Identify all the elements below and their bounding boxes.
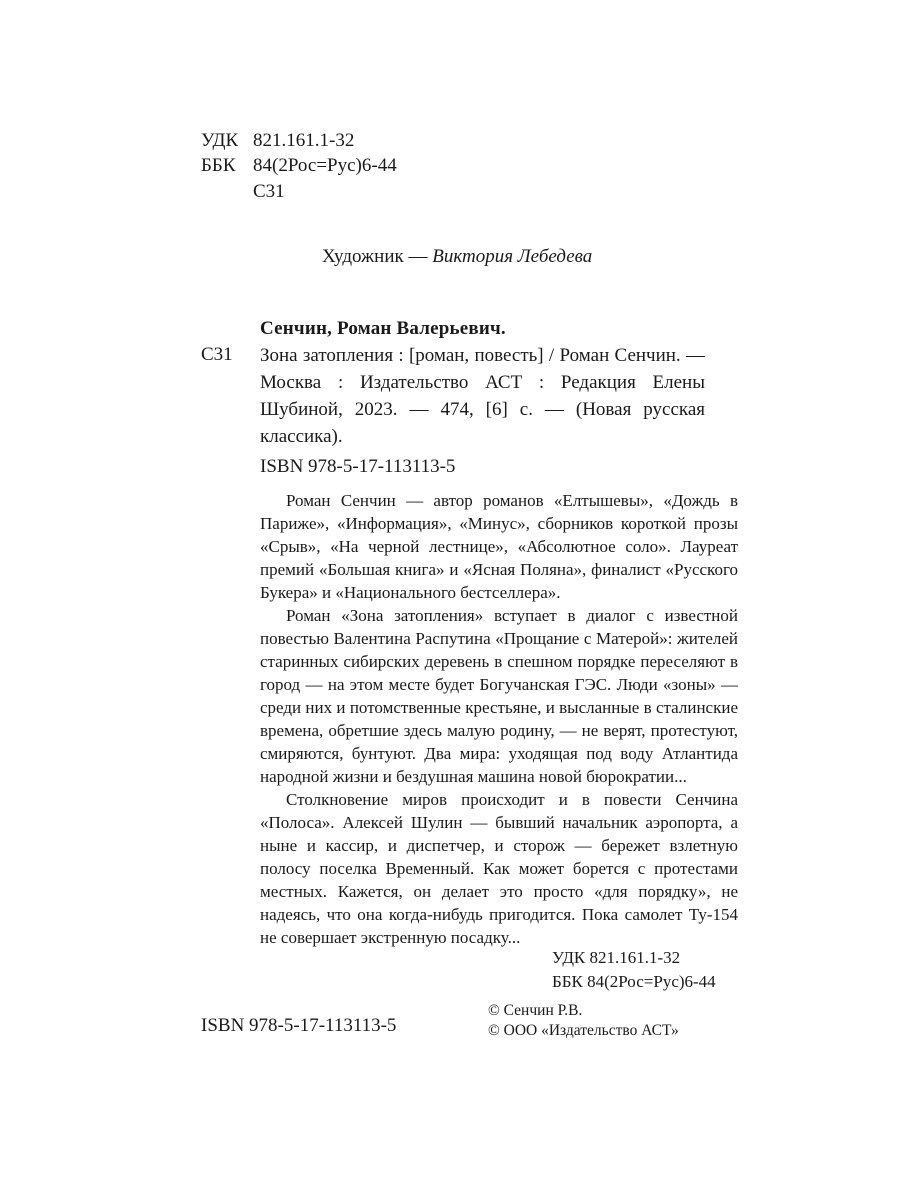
bottom-isbn: ISBN 978-5-17-113113-5 (201, 1015, 397, 1036)
artist-label: Художник — (322, 246, 428, 267)
catalog-description: Зона затопления : [роман, повесть] / Роман Сенчин. — Москва : Издательство АСТ : Редакция Елены Шубиной, 2023. — 474, [6] с. — (Новая русская классика). (260, 345, 705, 447)
catalog-author: Сенчин, Роман Валерьевич. (260, 318, 506, 339)
copyright-publisher: © ООО «Издательство АСТ» (488, 1022, 679, 1039)
annotation-paragraph: Роман Сенчин — автор романов «Елтышевы», «Дождь в Париже», «Информация», «Минус», сборников короткой прозы «Срыв», «На черной лестнице», «Абсолютное соло». Лауреат премий «Большая книга» и «Ясная Поляна», финалист «Русского Букера» и «Национального бестселлера». (260, 491, 738, 602)
udk-value: 821.161.1-32 (253, 130, 355, 151)
annotation (260, 489, 738, 949)
catalog-sigla: С31 (201, 344, 233, 365)
copyright-author: © Сенчин Р.В. (488, 1002, 583, 1019)
catalog-isbn: ISBN 978-5-17-113113-5 (260, 456, 456, 477)
artist-name: Виктория Лебедева (432, 246, 593, 267)
bottom-udk: УДК 821.161.1-32 (552, 948, 681, 967)
artist-credit (322, 246, 592, 268)
bbk-value: 84(2Рос=Рус)6-44 (253, 155, 397, 176)
annotation-paragraph: Роман «Зона затопления» вступает в диалог с известной повестью Валентина Распутина «Прощание с Матерой»: жителей старинных сибирских деревень в спешном порядке переселяют в город — на этом месте будет Богучанская ГЭС. Люди «зоны» — среди них и потомственные крестьяне, и высланные в сталинские времена, обретшие здесь малую родину, — не верят, протестуют, смиряются, бунтуют. Два мира: уходящая под воду Атлантида народной жизни и бездушная машина новой бюрократии... (260, 606, 738, 786)
bottom-bbk: ББК 84(2Рос=Рус)6-44 (552, 972, 716, 991)
bbk-label: ББК (201, 155, 236, 176)
annotation-paragraph: Столкновение миров происходит и в повести Сенчина «Полоса». Алексей Шулин — бывший начальник аэропорта, а ныне и кассир, и диспетчер, и сторож — бережет взлетную полосу поселка Временный. Как может борется с протестами местных. Кажется, он делает это просто «для порядку», не надеясь, что она когда-нибудь пригодится. Пока самолет Ту-154 не совершает экстренную посадку... (260, 790, 738, 947)
author-sigla-top: С31 (253, 181, 285, 202)
udk-label: УДК (201, 130, 239, 151)
